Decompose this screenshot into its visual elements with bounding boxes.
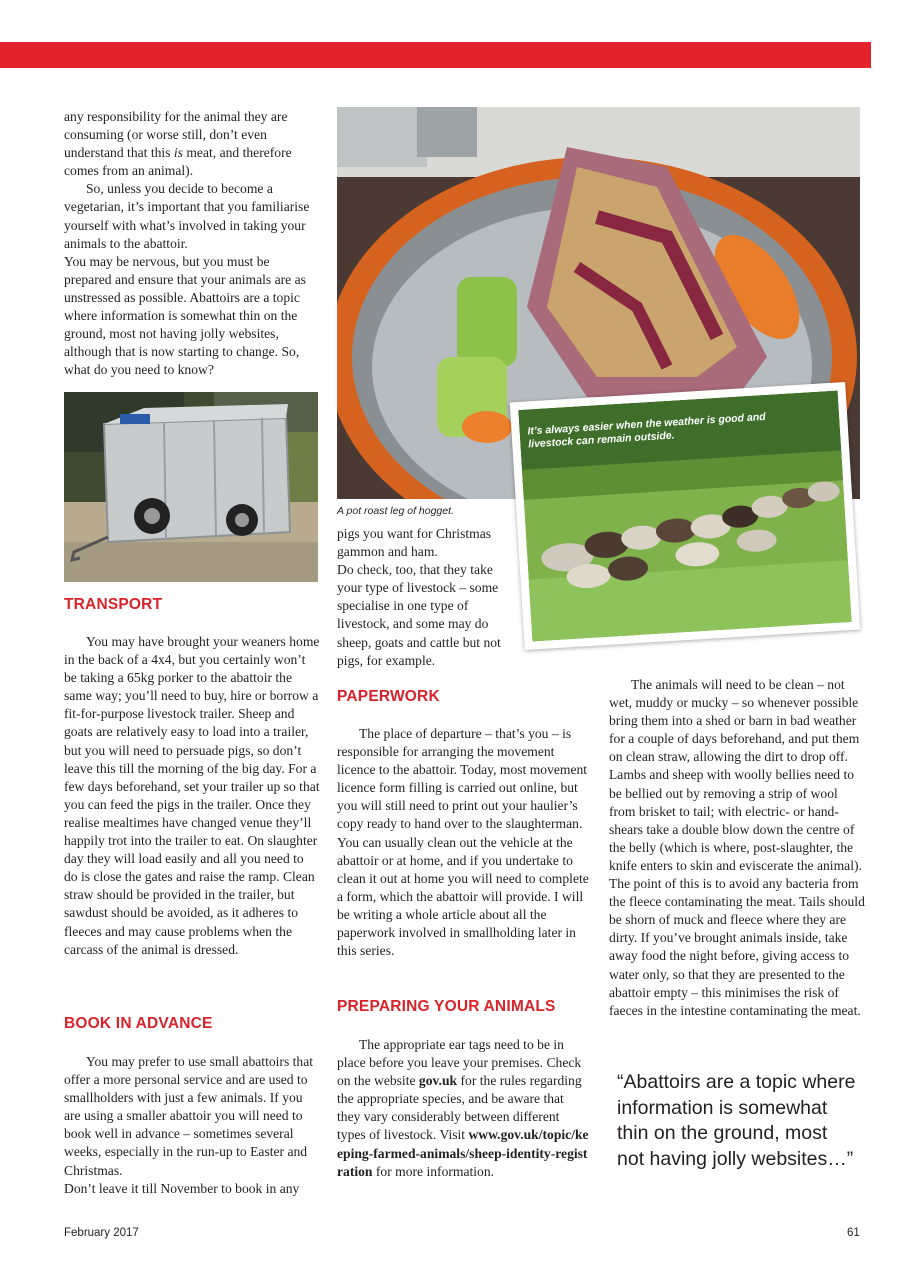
hogget-caption: A pot roast leg of hogget. xyxy=(337,505,454,517)
transport-heading: TRANSPORT xyxy=(64,596,163,613)
body-paragraph: The place of departure – that’s you – is responsible for arranging the movement licence to the abattoir. Today, most movement licence form filling is carried out online, but you will still need to print out your haulier’s copy ready to hand over to the slaughterman. You can usually clean out the vehicle at the abattoir or at home, and if you undertake to clean it out at home you will need to complete a form, which the abattoir will provide. I will be writing a whole article about all the paperwork involved in smallholding later in this series. xyxy=(337,726,589,959)
body-paragraph: any responsibility for the animal they are consuming (or worse still, don’t even understand that this is meat, and therefore comes from an animal). xyxy=(64,109,292,179)
body-paragraph: So, unless you decide to become a vegetarian, it’s important that you familiarise yourself with what’s involved in taking your animals to the abattoir. xyxy=(64,181,310,251)
paperwork-text xyxy=(337,725,589,960)
pull-quote: “Abattoirs are a topic where information is somewhat thin on the ground, most not having jolly websites…” xyxy=(617,1071,856,1170)
sheep-identity-link[interactable]: www.gov.uk/topic/keeping-farmed-animals/sheep-identity-registration xyxy=(337,1127,589,1179)
transport-text xyxy=(64,633,320,959)
gov-uk-link[interactable]: gov.uk xyxy=(418,1073,458,1089)
sheep-photo-frame xyxy=(510,382,861,650)
col2-top-text xyxy=(337,525,517,670)
trailer-photo xyxy=(64,392,318,582)
intro-text xyxy=(64,108,318,379)
body-paragraph: Don’t leave it till November to book in any xyxy=(64,1180,300,1196)
sheep-photo xyxy=(518,390,852,641)
page-number: 61 xyxy=(847,1227,860,1239)
livestock-trailer-image xyxy=(64,392,318,582)
body-paragraph: You may have brought your weaners home in the back of a 4x4, but you certainly won’t be taking a 65kg porker to the abattoir the same way; you’ll need to buy, hire or borrow a fit-for-purpose livestock trailer. Sheep and goats are relatively easy to load into a trailer, but you will need to persuade pigs, so don’t leave this till the morning of the big day. For a few days beforehand, set your trailer up so that you can feed the pigs in the trailer. Once they realise mealtimes have changed venue they’ll happily trot into the trailer to eat. On slaughter day they will load easily and all you need to do is close the gates and raise the ramp. Clean straw should be provided in the trailer, but sawdust should be avoided, as it adheres to fleeces and may cause problems when the carcass of the animal is dressed. xyxy=(64,634,320,957)
body-paragraph: You may prefer to use small abattoirs that offer a more personal service and are used to smallholders with just a few animals. If you are using a smaller abattoir you will need to book well in advance – sometimes several weeks, especially in the run-up to Easter and Christmas. xyxy=(64,1054,314,1178)
header-color-band xyxy=(0,42,871,68)
sheep-photo-caption: It’s always easier when the weather is good and livestock can remain outside. xyxy=(527,410,766,451)
book-in-advance-heading: BOOK IN ADVANCE xyxy=(64,1015,213,1032)
paperwork-heading: PAPERWORK xyxy=(337,688,440,705)
book-in-advance-text xyxy=(64,1053,320,1198)
preparing-heading: PREPARING YOUR ANIMALS xyxy=(337,998,556,1015)
body-paragraph: The animals will need to be clean – not wet, muddy or mucky – so whenever possible bring them into a shed or barn in bad weather for a couple of days beforehand, and put them on clean straw, allowing the dirt to drop off. Lambs and sheep with woolly bellies need to be bellied out by removing a strip of wool from brisket to tail; with electric- or hand-shears take a double blow down the centre of the belly (which is where, post-slaughter, the knife enters to skin and eviscerate the animal). The point of this is to avoid any bacteria from the fleece contaminating the meat. Tails should be shorn of muck and fleece where they are dirty. If you’ve brought animals inside, take away food the night before, giving access to water only, so that they are presented to the abattoir empty – this minimises the risk of faeces in the intestine contaminating the meat. xyxy=(609,677,865,1018)
body-paragraph: You may be nervous, but you must be prepared and ensure that your animals are as unstressed as possible. Abattoirs are a topic where information is somewhat thin on the ground, most not having jolly websites, although that is now starting to change. So, what do you need to know? xyxy=(64,253,306,378)
footer-date: February 2017 xyxy=(64,1227,139,1239)
body-paragraph: The appropriate ear tags need to be in place before you leave your premises. Check on the website gov.uk for the rules regarding the appropriate species, and be aware that they vary considerably between different types of livestock. Visit www.gov.uk/topic/keeping-farmed-animals/sheep-identity-registration for more information. xyxy=(337,1037,589,1179)
col3-text xyxy=(609,676,865,1020)
body-paragraph: pigs you want for Christmas gammon and ham. xyxy=(337,526,492,560)
preparing-text xyxy=(337,1036,589,1181)
body-paragraph: Do check, too, that they take your type of livestock – some specialise in one type of livestock, and some may do sheep, goats and cattle but not pigs, for example. xyxy=(337,562,501,668)
